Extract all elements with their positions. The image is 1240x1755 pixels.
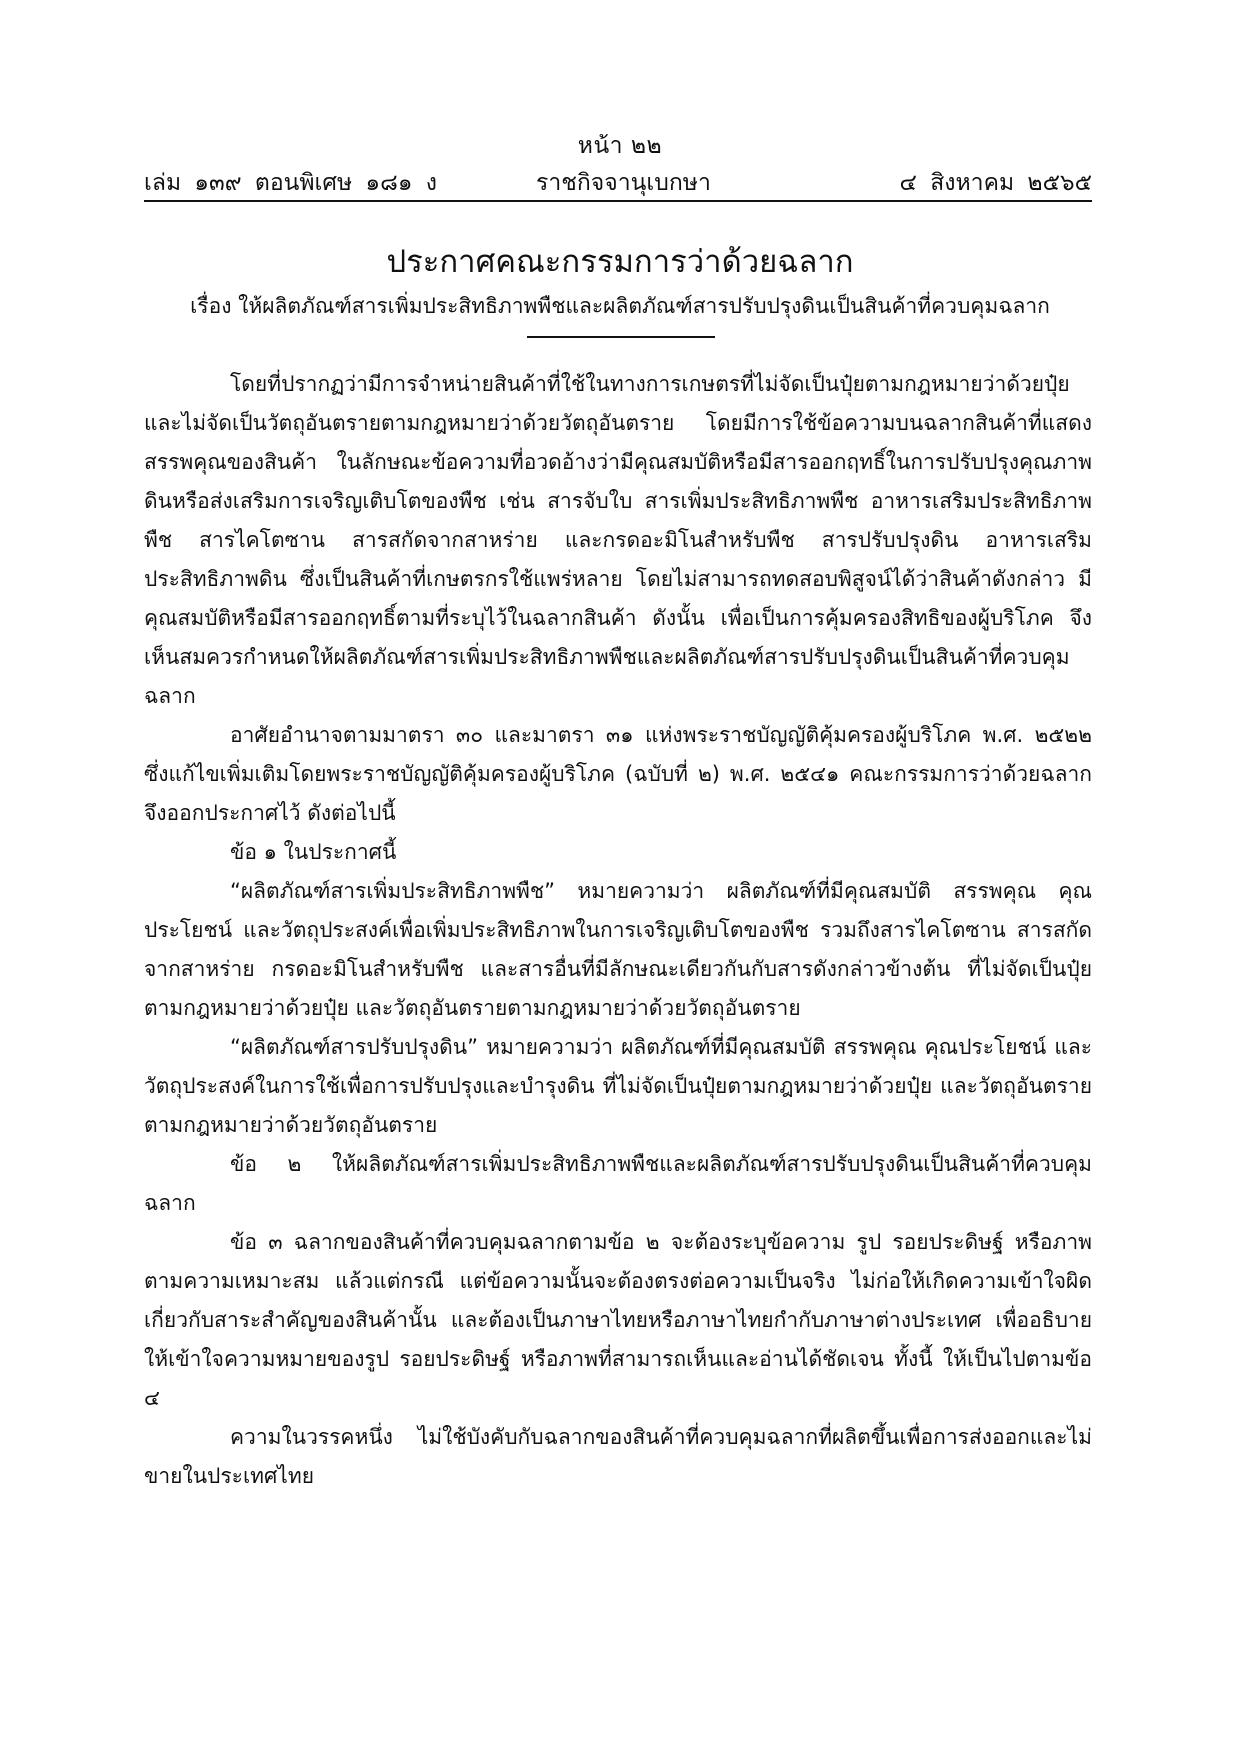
definition-plant-enhancer: “ผลิตภัณฑ์สารเพิ่มประสิทธิภาพพืช” หมายความว่า ผลิตภัณฑ์ที่มีคุณสมบัติ สรรพคุณ คุณประโยชน์ และวัตถุประสงค์เพื่อเพิ่มประสิทธิภาพในการเจริญเติบโตของพืช รวมถึงสารไคโตซาน สารสกัดจากสาหร่าย กรดอะมิโนสำหรับพืช และสารอื่นที่มีลักษณะเดียวกันกับสารดังกล่าวข้างต้น ที่ไม่จัดเป็นปุ๋ยตามกฎหมายว่าด้วยปุ๋ย และวัตถุอันตรายตามกฎหมายว่าด้วยวัตถุอันตราย xyxy=(144,879,1092,1020)
paragraph-authority: อาศัยอำนาจตามมาตรา ๓๐ และมาตรา ๓๑ แห่งพระราชบัญญัติคุ้มครองผู้บริโภค พ.ศ. ๒๕๒๒ ซึ่งแก้ไขเพิ่มเติมโดยพระราชบัญญัติคุ้มครองผู้บริโภค (ฉบับที่ ๒) พ.ศ. ๒๕๔๑ คณะกรรมการว่าด้วยฉลาก จึงออกประกาศไว้ ดังต่อไปนี้ xyxy=(144,723,1092,825)
publication-date: ๔ สิงหาคม ๒๕๖๕ xyxy=(899,170,1092,196)
header-divider xyxy=(144,200,1092,202)
definition-soil-conditioner: “ผลิตภัณฑ์สารปรับปรุงดิน” หมายความว่า ผลิตภัณฑ์ที่มีคุณสมบัติ สรรพคุณ คุณประโยชน์ และวัตถุประสงค์ในการใช้เพื่อการปรับปรุงและบำรุงดิน ที่ไม่จัดเป็นปุ๋ยตามกฎหมายว่าด้วยปุ๋ย และวัตถุอันตรายตามกฎหมายว่าด้วยวัตถุอันตราย xyxy=(144,1035,1092,1137)
clause-3-exception: ความในวรรคหนึ่ง ไม่ใช้บังคับกับฉลากของสินค้าที่ควบคุมฉลากที่ผลิตขึ้นเพื่อการส่งออกและไม่ขายในประเทศไทย xyxy=(144,1425,1092,1488)
announcement-title: ประกาศคณะกรรมการว่าด้วยฉลาก xyxy=(386,244,854,280)
paragraph-preamble: โดยที่ปรากฏว่ามีการจำหน่ายสินค้าที่ใช้ในทางการเกษตรที่ไม่จัดเป็นปุ๋ยตามกฎหมายว่าด้วยปุ๋ย และไม่จัดเป็นวัตถุอันตรายตามกฎหมายว่าด้วยวัตถุอันตราย โดยมีการใช้ข้อความบนฉลากสินค้าที่แสดงสรรพคุณของสินค้า ในลักษณะข้อความที่อวดอ้างว่ามีคุณสมบัติหรือมีสารออกฤทธิ์ในการปรับปรุงคุณภาพดินหรือส่งเสริมการเจริญเติบโตของพืช เช่น สารจับใบ สารเพิ่มประสิทธิภาพพืช อาหารเสริมประสิทธิภาพพืช สารไคโตซาน สารสกัดจากสาหร่าย และกรดอะมิโนสำหรับพืช สารปรับปรุงดิน อาหารเสริมประสิทธิภาพดิน ซึ่งเป็นสินค้าที่เกษตรกรใช้แพร่หลาย โดยไม่สามารถทดสอบพิสูจน์ได้ว่าสินค้าดังกล่าว มีคุณสมบัติหรือมีสารออกฤทธิ์ตามที่ระบุไว้ในฉลากสินค้า ดังนั้น เพื่อเป็นการคุ้มครองสิทธิของผู้บริโภค จึงเห็นสมควรกำหนดให้ผลิตภัณฑ์สารเพิ่มประสิทธิภาพพืชและผลิตภัณฑ์สารปรับปรุงดินเป็นสินค้าที่ควบคุมฉลาก xyxy=(144,372,1092,708)
volume-issue: เล่ม ๑๓๙ ตอนพิเศษ ๑๘๑ ง xyxy=(144,170,437,196)
clause-3: ข้อ ๓ ฉลากของสินค้าที่ควบคุมฉลากตามข้อ ๒ จะต้องระบุข้อความ รูป รอยประดิษฐ์ หรือภาพตามความเหมาะสม แล้วแต่กรณี แต่ข้อความนั้นจะต้องตรงต่อความเป็นจริง ไม่ก่อให้เกิดความเข้าใจผิดเกี่ยวกับสาระสำคัญของสินค้านั้น และต้องเป็นภาษาไทยหรือภาษาไทยกำกับภาษาต่างประเทศ เพื่ออธิบายให้เข้าใจความหมายของรูป รอยประดิษฐ์ หรือภาพที่สามารถเห็นและอ่านได้ชัดเจน ทั้งนี้ ให้เป็นไปตามข้อ ๔ xyxy=(144,1230,1092,1410)
announcement-body xyxy=(144,365,1092,1496)
gazette-name: ราชกิจจานุเบกษา xyxy=(536,170,711,196)
clause-1: ข้อ ๑ ในประกาศนี้ xyxy=(230,840,397,864)
title-divider xyxy=(527,336,715,338)
clause-2: ข้อ ๒ ให้ผลิตภัณฑ์สารเพิ่มประสิทธิภาพพืชและผลิตภัณฑ์สารปรับปรุงดินเป็นสินค้าที่ควบคุมฉลาก xyxy=(144,1152,1092,1215)
page-number: หน้า ๒๒ xyxy=(577,133,663,159)
announcement-subject: เรื่อง ให้ผลิตภัณฑ์สารเพิ่มประสิทธิภาพพืชและผลิตภัณฑ์สารปรับปรุงดินเป็นสินค้าที่ควบคุมฉลาก xyxy=(190,294,1050,318)
gazette-header xyxy=(144,165,1092,201)
